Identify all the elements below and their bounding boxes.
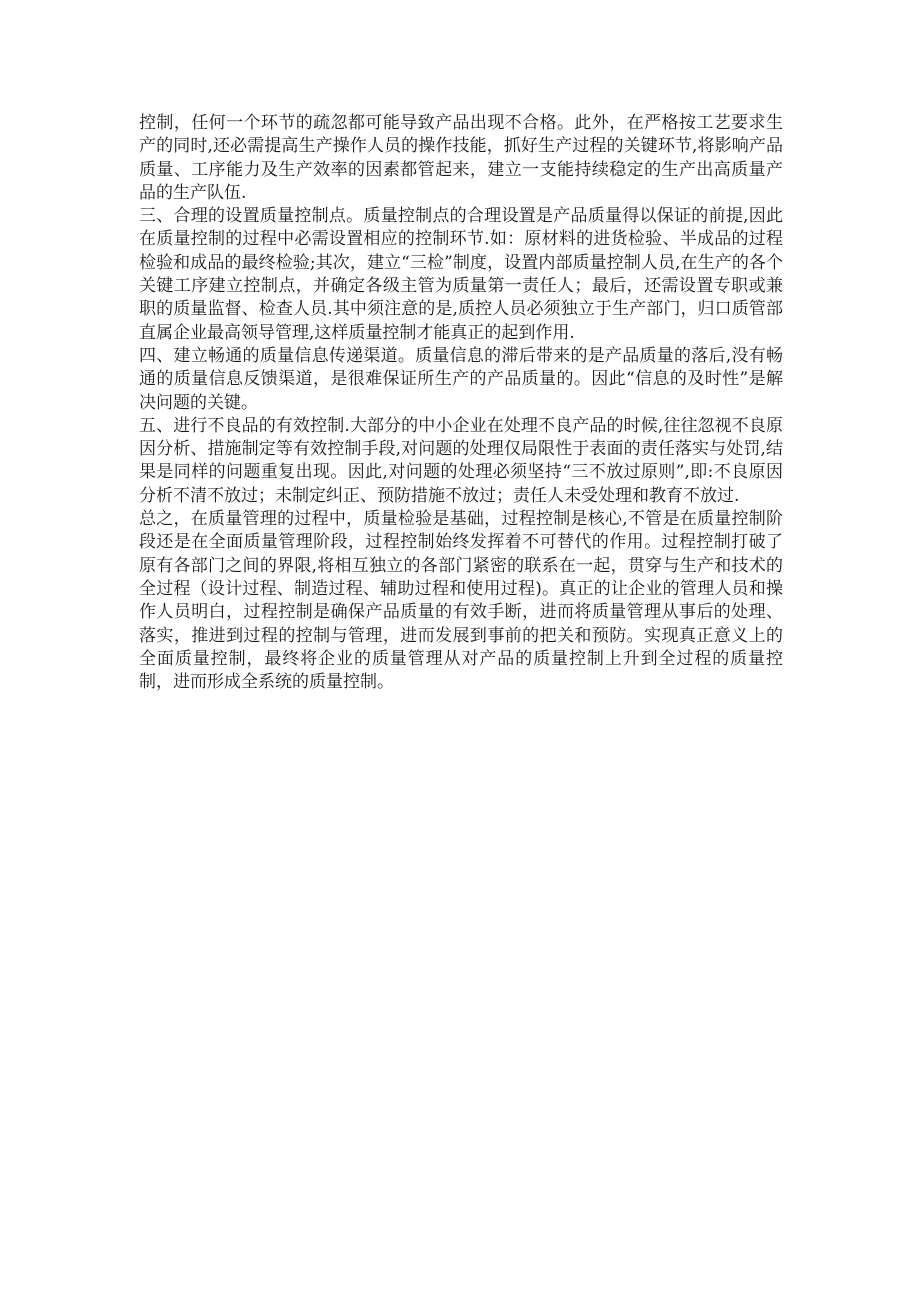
document-page (139, 112, 783, 694)
paragraph-summary: 总之，在质量管理的过程中，质量检验是基础，过程控制是核心,不管是在质量控制阶段还是在全面质量管理阶段，过程控制始终发挥着不可替代的作用。过程控制打破了原有各部门之间的界限,将相互独立的各部门紧密的联系在一起，贯穿与生产和技术的全过程（设计过程、制造过程、辅助过程和使用过程)。真正的让企业的管理人员和操作人员明白，过程控制是确保产品质量的有效手断，进而将质量管理从事后的处理、落实，推进到过程的控制与管理，进而发展到事前的把关和预防。实现真正意义上的全面质量控制，最终将企业的质量管理从对产品的质量控制上升到全过程的质量控制，进而形成全系统的质量控制。 (139, 509, 783, 693)
paragraph-section-5: 五、进行不良品的有效控制.大部分的中小企业在处理不良产品的时候,往往忽视不良原因分析、措施制定等有效控制手段,对问题的处理仅局限性于表面的责任落实与处罚,结果是同样的问题重复出现。因此,对问题的处理必须坚持“三不放过原则”,即:不良原因分析不清不放过；未制定纠正、预防措施不放过；责任人未受处理和教育不放过. (139, 415, 783, 506)
paragraph-continuation: 控制，任何一个环节的疏忽都可能导致产品出现不合格。此外，在严格按工艺要求生产的同时,还必需提高生产操作人员的操作技能，抓好生产过程的关键环节,将影响产品质量、工序能力及生产效率的因素都管起来，建立一支能持续稳定的生产出高质量产品的生产队伍. (139, 113, 783, 203)
paragraph-section-4: 四、建立畅通的质量信息传递渠道。质量信息的滞后带来的是产品质量的落后,没有畅通的质量信息反馈渠道，是很难保证所生产的产品质量的。因此“信息的及时性”是解决问题的关键。 (139, 345, 783, 413)
paragraph-section-3: 三、合理的设置质量控制点。质量控制点的合理设置是产品质量得以保证的前提,因此在质量控制的过程中必需设置相应的控制环节.如：原材料的进货检验、半成品的过程检验和成品的最终检验;其次，建立“三检”制度，设置内部质量控制人员,在生产的各个关键工序建立控制点，并确定各级主管为质量第一责任人；最后，还需设置专职或兼职的质量监督、检查人员.其中须注意的是,质控人员必须独立于生产部门，归口质管部直属企业最高领导管理,这样质量控制才能真正的起到作用. (139, 206, 783, 343)
